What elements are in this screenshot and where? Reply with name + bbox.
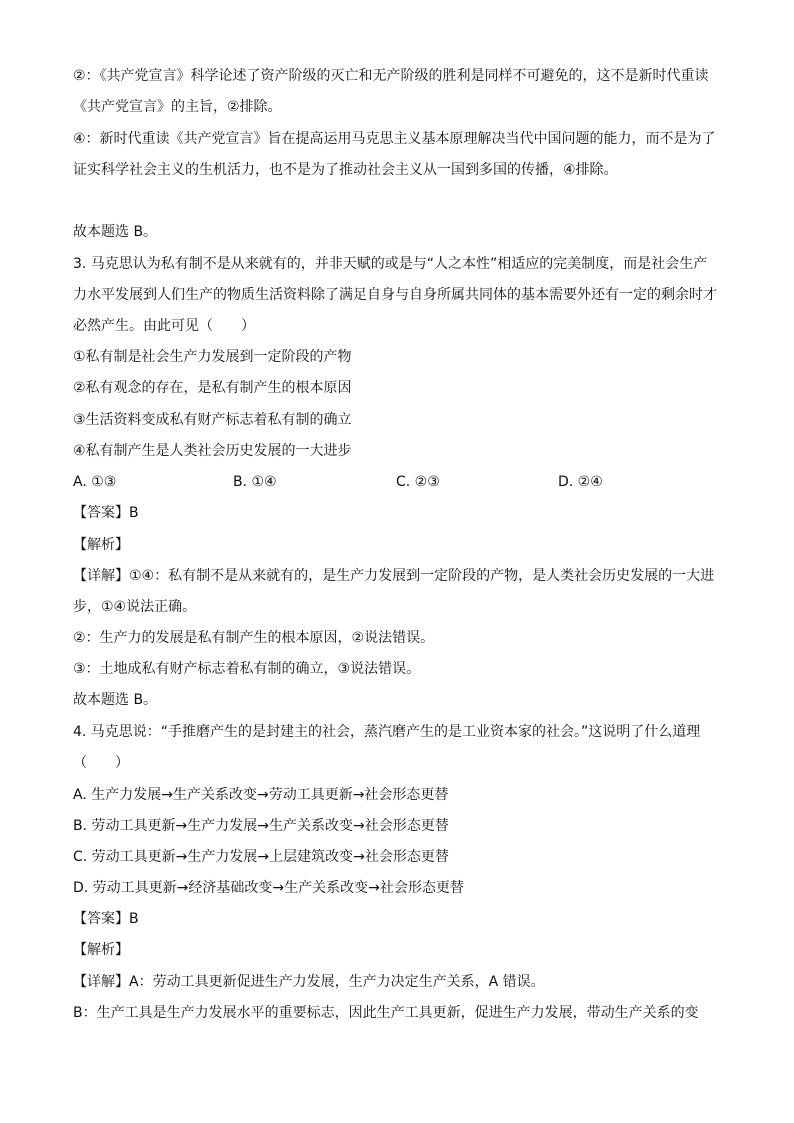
question-3-detail: 【详解】①④：私有制不是从来就有的，是生产力发展到一定阶段的产物，是人类社会历史发展的一大进: [73, 568, 715, 584]
question-3-statement: ①私有制是社会生产力发展到一定阶段的产物: [73, 349, 352, 365]
question-3-statement: ②私有观念的存在，是私有制产生的根本原因: [73, 380, 352, 396]
question-3-answer: 【答案】B: [73, 505, 139, 521]
question-3-option-b: B. ①④: [233, 474, 277, 490]
question-3-stem: 必然产生。由此可见（ ）: [73, 318, 255, 334]
question-4-option-b: B. 劳动工具更新→生产力发展→生产关系改变→社会形态更替: [73, 818, 449, 834]
question-3-analysis-label: 【解析】: [73, 537, 129, 553]
question-4-detail: B：生产工具是生产力发展水平的重要标志，因此生产工具更新，促进生产力发展，带动生产关系的变: [73, 1005, 699, 1021]
question-4-option-d: D. 劳动工具更新→经济基础改变→生产关系改变→社会形态更替: [73, 880, 464, 896]
question-3-detail: ③：土地成私有财产标志着私有制的确立，③说法错误。: [73, 661, 421, 677]
question-3-stem: 力水平发展到人们生产的物质生活资料除了满足自身与自身所属共同体的基本需要外还有一定的剩余时才: [73, 287, 717, 303]
question-4-option-c: C. 劳动工具更新→生产力发展→上层建筑改变→社会形态更替: [73, 849, 449, 865]
question-4-stem: （ ）: [73, 755, 129, 771]
question-3-detail: ②：生产力的发展是私有制产生的根本原因，②说法错误。: [73, 630, 435, 646]
question-3-statement: ④私有制产生是人类社会历史发展的一大进步: [73, 443, 352, 459]
question-3-option-d: D. ②④: [558, 474, 603, 490]
question-4-analysis-label: 【解析】: [73, 942, 129, 958]
conclusion-line: 故本题选 B。: [73, 224, 158, 240]
question-4-answer: 【答案】B: [73, 911, 139, 927]
analysis-line: 证实科学社会主义的生机活力，也不是为了推动社会主义从一国到多国的传播，④排除。: [73, 162, 618, 178]
analysis-line: ②：《共产党宣言》科学论述了资产阶级的灭亡和无产阶级的胜利是同样不可避免的，这不是新时代重读: [73, 68, 709, 84]
question-3-option-a: A. ①③: [73, 474, 117, 490]
analysis-line: 《共产党宣言》的主旨，②排除。: [73, 99, 282, 115]
question-3-statement: ③生活资料变成私有财产标志着私有制的确立: [73, 412, 352, 428]
question-4-option-a: A. 生产力发展→生产关系改变→劳动工具更新→社会形态更替: [73, 787, 449, 803]
question-4-stem: 4. 马克思说：“手推磨产生的是封建主的社会，蒸汽磨产生的是工业资本家的社会。”这说明了什么道理: [73, 724, 701, 740]
question-3-detail: 步，①④说法正确。: [73, 599, 197, 615]
question-3-detail: 故本题选 B。: [73, 692, 158, 708]
question-3-option-c: C. ②③: [396, 474, 440, 490]
question-4-detail: 【详解】A：劳动工具更新促进生产力发展，生产力决定生产关系，A 错误。: [73, 974, 545, 990]
analysis-line: ④：新时代重读《共产党宣言》旨在提高运用马克思主义基本原理解决当代中国问题的能力，而不是为了: [73, 131, 716, 147]
question-3-stem: 3. 马克思认为私有制不是从来就有的，并非天赋的或是与“人之本性”相适应的完美制度，而是社会生产: [73, 256, 708, 272]
